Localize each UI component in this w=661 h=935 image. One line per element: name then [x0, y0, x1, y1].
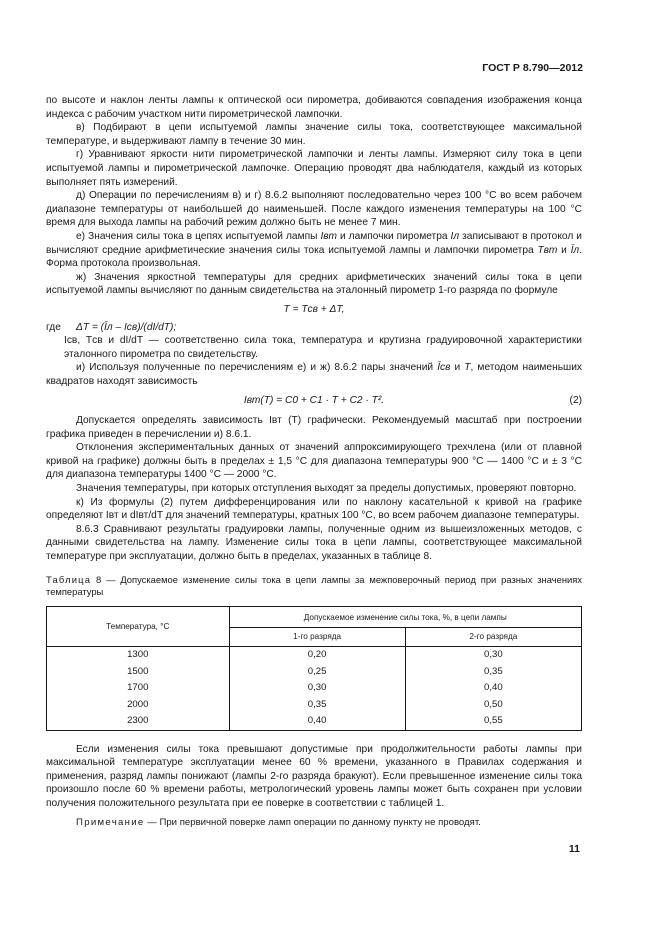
- definition-text: Iсв, Tсв и dI/dT — соответственно сила тока, температура и крутизна градуировочной характеристики эталонного пирометра по свидетельству.: [64, 335, 582, 360]
- paragraph-deviations: Отклонения экспериментальных данных от значений аппроксимирующего трехчлена (или от плавной кривой на графике) должны быть в пределах ± 1,5 °С для диапазона температуры 900 °С — 1400 °С и ± 3 °С для диапазона температуры 1400 °С — 2000 °С.: [46, 442, 582, 481]
- cell-temperature: 1500: [47, 664, 230, 681]
- symbol-i-sv-bar: Īсв: [437, 362, 451, 374]
- note-label: Примечание: [76, 817, 145, 829]
- paragraph-item-zh: ж) Значения яркостной температуры для средних арифметических значений силы тока в цепи испытуемой лампы вычисляют по данным свидетельства на эталонный пирометр 1-го разряда по формуле: [46, 271, 582, 297]
- document-code: ГОСТ Р 8.790—2012: [482, 62, 583, 74]
- cell-class-2: 0,30: [405, 647, 581, 664]
- symbol-t-vt: Tвт: [537, 244, 558, 256]
- paragraph-allowed: Допускается определять зависимость Iвт (T) графически. Рекомендуемый масштаб при построении графика приведен в перечислении и) 8.6.1.: [46, 415, 582, 440]
- paragraph-8-6-3: 8.6.3 Сравнивают результаты градуировки лампы, полученные одним из вышеизложенных методов, с данными свидетельства на лампу. Изменение силы тока в цепи лампы, соответствующее максимальной температуре при эксплуатации, должно быть в пределах, указанных в таблице 8.: [46, 523, 582, 562]
- cell-temperature: 2000: [47, 697, 230, 714]
- table-row: [47, 647, 582, 664]
- table-row: [47, 713, 582, 730]
- table-caption-text: 8 — Допускаемое изменение силы тока в цепи лампы за межповерочный период при разных значениях температуры: [46, 573, 583, 597]
- note-text: — При первичной поверке ламп операции по данному пункту не проводят.: [144, 817, 481, 829]
- paragraph-continuation: по высоте и наклон ленты лампы к оптической оси пирометра, добиваются совпадения изображения конца индекса с рабочим участком нити пирометрической лампочки.: [46, 95, 582, 120]
- formula-temperature: T = Tсв + ΔT,: [283, 303, 345, 315]
- symbol-i-l: Iл: [450, 230, 460, 242]
- formula-polynomial: [46, 394, 582, 408]
- text-run: и лампочки пирометра: [336, 230, 451, 242]
- cell-temperature: 1300: [47, 647, 230, 664]
- equation-number: (2): [569, 395, 582, 407]
- paragraph-item-i: [46, 361, 582, 388]
- paragraph-after-table: Если изменения силы тока превышают допустимые при продолжительности работы лампы при максимальной температуре эксплуатации менее 60 % времени, указанного в Правилах содержания и применения, разряд лампы понижают (лампы 2-го разряда бракуют). Если превышенное изменение силы тока произошло после 60 % времени работы, метрологический уровень лампы может быть сохранен при условии получения положительного результата при ее поверке в соответствии с таблицей 1.: [46, 743, 582, 809]
- cell-class-2: 0,50: [405, 697, 581, 714]
- table-caption: [46, 574, 582, 599]
- paragraph-item-d: д) Операции по перечислениям в) и г) 8.6.2 выполняют последовательно через 100 °С во всем рабочем диапазоне температуры от наибольшей до наименьшей. После каждого изменения температуры на 100 °С время для выхода лампы на рабочий режим должно быть не менее 7 мин.: [46, 190, 582, 229]
- table-row: [47, 664, 582, 681]
- note: [46, 816, 582, 830]
- cell-temperature: 2300: [47, 713, 230, 730]
- text-run: . Форма протокола произвольная.: [46, 244, 582, 270]
- table-row: [47, 680, 582, 697]
- current-change-table: [46, 606, 582, 730]
- header-allowed-change: Допускаемое изменение силы тока, %, в цепи лампы: [229, 607, 581, 628]
- symbol-t: T: [464, 362, 471, 374]
- paragraph-recheck: Значения температуры, при которых отступления выходят за пределы допустимых, проверяют повторно.: [76, 483, 577, 495]
- cell-class-1: 0,20: [229, 647, 405, 664]
- where-label: где: [46, 321, 61, 333]
- header-class-2: 2-го разряда: [405, 628, 581, 647]
- cell-class-2: 0,35: [405, 664, 581, 681]
- text-run: и: [450, 362, 465, 374]
- page-body: [46, 94, 582, 830]
- paragraph-item-e: [46, 230, 582, 271]
- where-row: [46, 321, 582, 335]
- cell-class-1: 0,35: [229, 697, 405, 714]
- formula-definitions: [46, 321, 582, 362]
- symbol-i-l-bar: Īл: [570, 244, 580, 256]
- text-run: и: [557, 244, 571, 256]
- table-caption-prefix: Таблица: [46, 573, 92, 585]
- cell-class-2: 0,40: [405, 680, 581, 697]
- text-run: и) Используя полученные по перечислениям е) и ж) 8.6.2 пары значений: [76, 362, 438, 374]
- paragraph-item-g: г) Уравнивают яркости нити пирометрической лампочки и ленты лампы. Измеряют силу тока в цепи испытуемой лампы и пирометрической лампочке. Операцию проводят два наблюдателя, каждый из которых выполняет пять измерений.: [46, 149, 582, 188]
- symbol-i-vt: Iвт: [320, 230, 337, 242]
- text-run: , методом наименьших квадратов находят зависимость: [46, 362, 582, 387]
- cell-temperature: 1700: [47, 680, 230, 697]
- formula-polynomial-text: Iвт(T) = C0 + C1 · T + C2 · T².: [243, 395, 385, 407]
- text-run: записывают в протокол и вычисляют средние арифметические значения силы тока испытуемой лампы и лампочки пирометра: [46, 230, 582, 256]
- cell-class-1: 0,25: [229, 664, 405, 681]
- cell-class-1: 0,30: [229, 680, 405, 697]
- paragraph-item-v: в) Подбирают в цепи испытуемой лампы значение силы тока, соответствующее максимальной температуре, и выдерживают лампу в течение 30 мин.: [46, 122, 582, 147]
- table-row: [47, 697, 582, 714]
- where-formula: ΔT = (Īл – Iсв)/(dI/dT);: [76, 321, 177, 333]
- page-number: 11: [568, 843, 580, 855]
- cell-class-1: 0,40: [229, 713, 405, 730]
- paragraph-item-k: к) Из формулы (2) путем дифференцирования или по наклону касательной к кривой на графике определяют Iвт и dIвт/dT для значений температуры, кратных 100 °С, во всем рабочем диапазоне температуры.: [46, 496, 582, 522]
- header-temperature: Температура, °С: [47, 607, 230, 647]
- header-class-1: 1-го разряда: [229, 628, 405, 647]
- cell-class-2: 0,55: [405, 713, 581, 730]
- text-run: е) Значения силы тока в цепях испытуемой лампы: [76, 230, 321, 242]
